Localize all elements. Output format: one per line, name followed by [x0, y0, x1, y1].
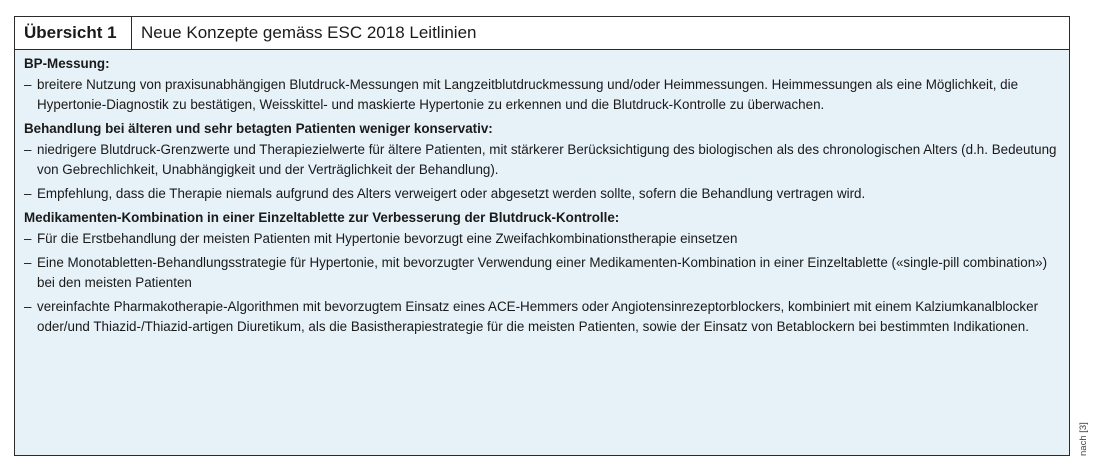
list-item: [24, 229, 1057, 249]
list-item-text: Empfehlung, dass die Therapie niemals aufgrund des Alters verweigert oder abgesetzt werden sollte, sofern die Behandlung vertragen wird.: [37, 186, 866, 201]
list-item-text: Eine Monotabletten-Behandlungsstrategie für Hypertonie, mit bevorzugter Verwendung einer Medikamenten-Kombination in einer Einzeltablette («single-pill combination») bei den meisten Patienten: [37, 255, 1048, 290]
list-item: [24, 75, 1057, 115]
overview-body: [15, 50, 1069, 337]
list-item: [24, 184, 1057, 204]
list-item-text: breitere Nutzung von praxisunabhängigen Blutdruck-Messungen mit Langzeitblutdruckmessung und/oder Heimmessungen. Heimmessungen als eine Möglichkeit, die Hypertonie-Diagnostik zu bestätigen, Weisskittel- und maskierte Hypertonie zu erkennen und die Blutdruck-Kontrolle zu überwachen.: [37, 77, 1019, 112]
list-item-text: Für die Erstbehandlung der meisten Patienten mit Hypertonie bevorzugt eine Zweifachkombinationstherapie einsetzen: [37, 231, 738, 246]
overview-header: [15, 17, 1069, 50]
overview-box: [14, 16, 1070, 456]
section-heading: Behandlung bei älteren und sehr betagten Patienten weniger konservativ:: [24, 121, 493, 136]
source-note: nach [3]: [1078, 422, 1089, 456]
overview-title: Neue Konzepte gemäss ESC 2018 Leitlinien: [141, 23, 477, 42]
bullet-dash: –: [24, 142, 32, 157]
bullet-dash: –: [24, 299, 32, 314]
bullet-dash: –: [24, 186, 32, 201]
overview-label: Übersicht 1: [15, 17, 132, 49]
section-heading: BP-Messung:: [24, 56, 110, 71]
list-item: [24, 140, 1057, 180]
list-item-text: vereinfachte Pharmakotherapie-Algorithmen mit bevorzugtem Einsatz eines ACE-Hemmers oder Angiotensinrezeptorblockers, kombiniert mit einem Kalziumkanalblocker oder/und Thiazid-/Thiazid-artigen Diuretikum, als die Basistherapiestrategie für die meisten Patienten, sowie der Einsatz von Betablockern bei bestimmten Indikationen.: [37, 299, 1039, 334]
list-item: [24, 297, 1057, 337]
bullet-dash: –: [24, 77, 32, 92]
bullet-dash: –: [24, 255, 32, 270]
bullet-dash: –: [24, 231, 32, 246]
list-item-text: niedrigere Blutdruck-Grenzwerte und Therapiezielwerte für ältere Patienten, mit stärkerer Berücksichtigung des biologischen als des chronologischen Alters (d.h. Bedeutung von Gebrechlichkeit, Unabhängigkeit und der Verträglichkeit der Behandlung).: [37, 142, 1057, 177]
list-item: [24, 253, 1057, 293]
section-heading: Medikamenten-Kombination in einer Einzeltablette zur Verbesserung der Blutdruck-Kontrolle:: [24, 210, 620, 225]
